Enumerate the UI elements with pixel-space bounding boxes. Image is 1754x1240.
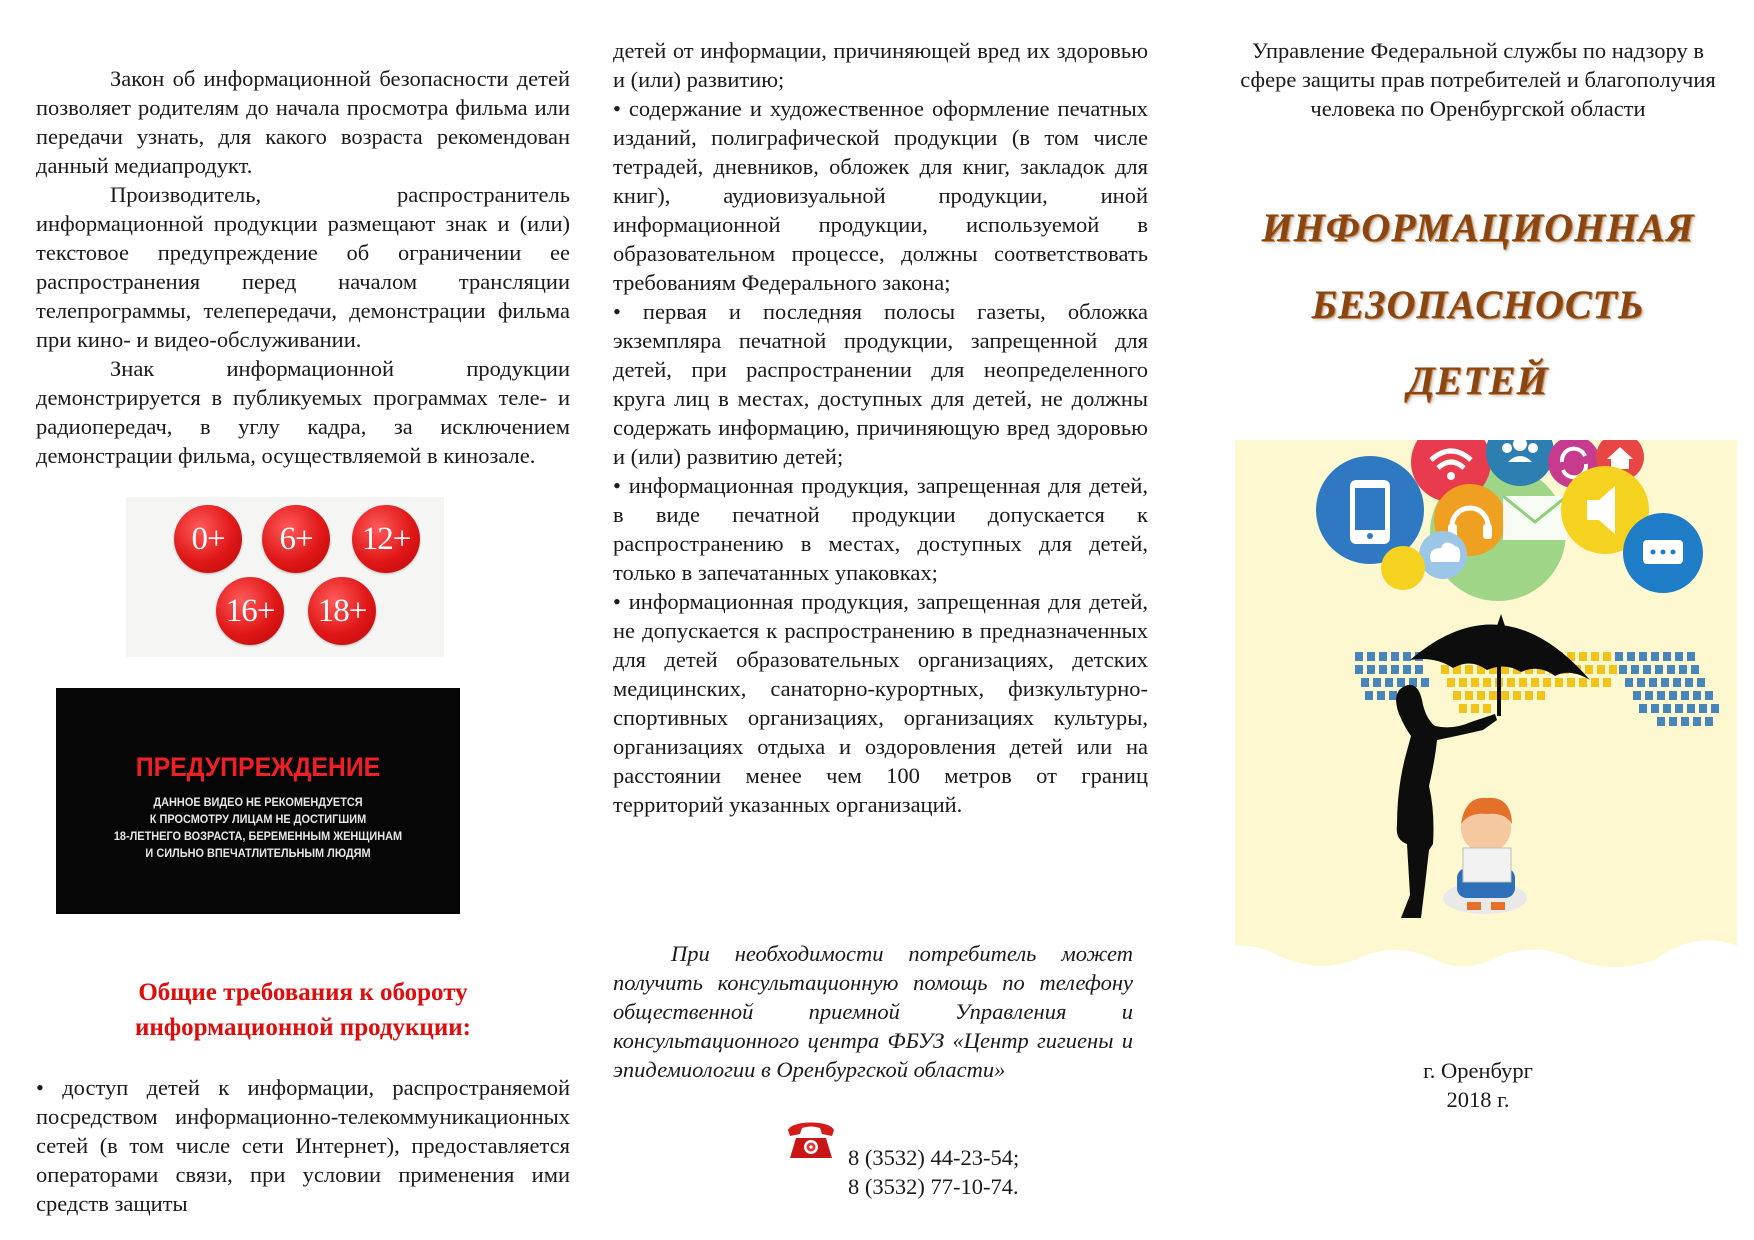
law-paragraph: Закон об информационной безопасности детей позволяет родителям до начала просмотра фильма или передачи узнать, для какого возраста рекомендован данный медиапродукт. (36, 66, 570, 178)
law-paragraph: Знак информационной продукции демонстрируется в публикуемых программах теле- и радиопередач, в углу кадра, за исключением демонстрации фильма, осуществляемой в кинозале. (36, 356, 570, 468)
ball-icon (1381, 546, 1425, 590)
video-warning-image (56, 688, 460, 914)
age-sign-18: 18+ (308, 577, 376, 645)
requirement-item: • первая и последняя полосы газеты, обложка экземпляра печатной продукции, запрещенной для детей, при распространении для неопределенного круга лиц в местах, доступных для детей, не должны содержать информацию, причиняющую вред здоровью и (или) развитию детей; (613, 297, 1148, 471)
law-paragraph: Производитель, распространитель информационной продукции размещают знак и (или) текстовое предупреждение об ограничении ее распространения перед началом трансляции телепрограммы, телепередачи, демонстрации фильма при кино- и видео-обслуживании. (36, 182, 570, 352)
phone-numbers (848, 1143, 1019, 1201)
phone-number: 8 (3532) 44-23-54; (848, 1145, 1020, 1170)
mail-icon (1503, 496, 1567, 540)
requirement-continuation: детей от информации, причиняющей вред их здоровью и (или) развитию; (613, 38, 1148, 92)
city: г. Оренбург (1423, 1058, 1533, 1083)
title-line-2: БЕЗОПАСНОСТЬ (1311, 282, 1645, 327)
requirement-item: • доступ детей к информации, распространяемой посредством информационно-телекоммуникационных сетей (в том числе сети Интернет), предоставляется операторами связи, при условии применения ими средств защиты (36, 1073, 570, 1218)
age-sign-12: 12+ (352, 505, 420, 573)
year: 2018 г. (1446, 1087, 1510, 1112)
age-sign-0: 0+ (174, 505, 242, 573)
law-description (36, 64, 570, 470)
cloud-icon (1419, 531, 1467, 579)
requirement-item: • информационная продукция, запрещенная для детей, не допускается к распространению в предназначенных для детей образовательных организациях, детских медицинских, санаторно-курортных, физкультурно-спортивных организациях, организациях культуры, организациях отдыха и оздоровления детей или на расстоянии менее чем 100 метров от границ территорий указанных организаций. (613, 587, 1148, 819)
requirements-heading: Общие требования к обороту информационной продукции: (135, 979, 471, 1041)
publication-info (1228, 1056, 1728, 1114)
warning-text: ДАННОЕ ВИДЕО НЕ РЕКОМЕНДУЕТСЯ К ПРОСМОТРУ ЛИЦАМ НЕ ДОСТИГШИМ 18-ЛЕТНЕГО ВОЗРАСТА, БЕРЕМЕННЫМ ЖЕНЩИНАМ И СИЛЬНО ВПЕЧАТЛИТЕЛЬНЫМ ЛЮДЯМ (113, 797, 403, 860)
cover-illustration (1235, 440, 1737, 974)
warning-title: ПРЕДУПРЕЖДЕНИЕ (135, 752, 381, 782)
requirement-item: • информационная продукция, запрещенная для детей, в виде печатной продукции допускается к распространению в местах, доступных для детей, только в запечатанных упаковках; (613, 471, 1148, 587)
title-line-3: ДЕТЕЙ (1407, 358, 1549, 403)
phone-number: 8 (3532) 77-10-74. (848, 1174, 1019, 1199)
consultation-note: При необходимости потребитель может получить консультационную помощь по телефону общественной приемной Управления и консультационного центра ФБУЗ «Центр гигиены и эпидемиологии в Оренбургской области» (613, 941, 1133, 1082)
requirements-list (613, 36, 1148, 819)
title-line-1: ИНФОРМАЦИОННАЯ (1261, 205, 1695, 250)
age-rating-signs (126, 497, 444, 657)
age-sign-6: 6+ (262, 505, 330, 573)
requirement-item: • содержание и художественное оформление печатных изданий, полиграфической продукции (в том числе тетрадей, дневников, обложек для книг, закладок для книг), аудиовизуальной продукции, иной информационной продукции, используемой в образовательном процессе, должны соответствовать требованиям Федерального закона; (613, 94, 1148, 297)
agency-name: Управление Федеральной службы по надзору в сфере защиты прав потребителей и благополучия человека по Оренбургской области (1240, 38, 1716, 121)
telephone-icon (782, 1116, 840, 1162)
age-sign-16: 16+ (216, 577, 284, 645)
chat-icon (1623, 513, 1703, 593)
